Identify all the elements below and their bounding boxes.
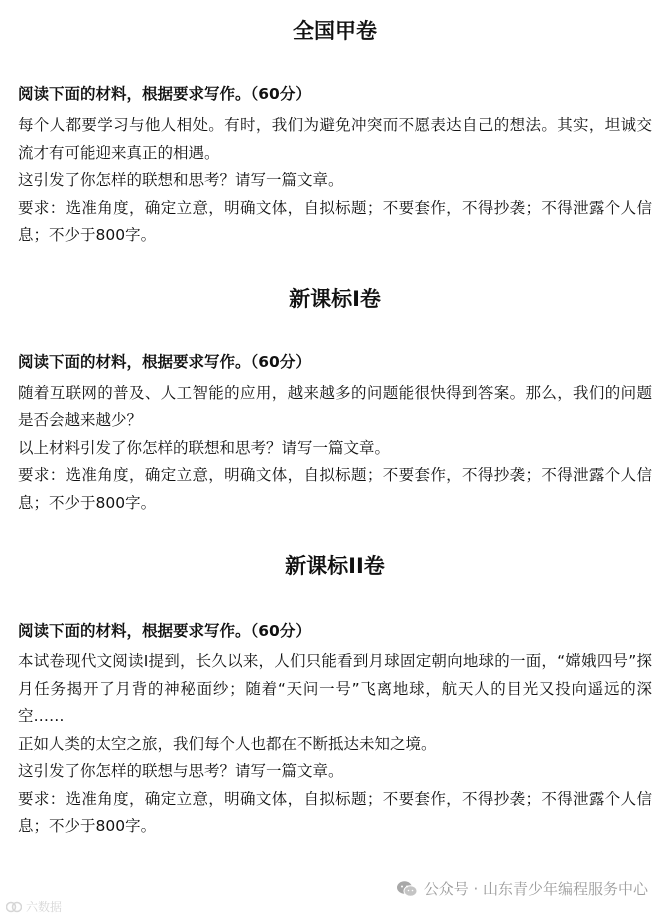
prompt-paragraph: 这引发了你怎样的联想和思考？请写一篇文章。 — [18, 171, 344, 189]
section-instruction: 阅读下面的材料，根据要求写作。（60分） — [18, 85, 311, 103]
section-title: 全国甲卷 — [293, 19, 377, 43]
source-watermark-text: 公众号 · 山东青少年编程服务中心 — [423, 880, 648, 898]
prompt-paragraph: 这引发了你怎样的联想与思考？请写一篇文章。 — [18, 762, 344, 780]
material-paragraph: 正如人类的太空之旅，我们每个人也都在不断抵达未知之境。 — [18, 734, 437, 753]
prompt-paragraph: 以上材料引发了你怎样的联想和思考？请写一篇文章。 — [18, 438, 391, 457]
requirements-paragraph: 要求：选准角度，确定立意，明确文体，自拟标题；不要套作，不得抄袭；不得泄露个人信息；不少于800字。 — [18, 789, 652, 835]
section-title: 新课标II卷 — [285, 554, 385, 578]
wechat-icon — [396, 880, 418, 898]
section-body — [18, 380, 652, 518]
section-new-standard-1 — [18, 284, 652, 518]
corner-watermark-text: 六数据 — [26, 900, 63, 914]
section-national-a — [18, 0, 652, 250]
section-title: 新课标I卷 — [289, 286, 381, 311]
requirements-paragraph: 要求：选准角度，确定立意，明确文体，自拟标题；不要套作，不得抄袭；不得泄露个人信息；不少于800字。 — [18, 198, 652, 244]
section-body — [18, 112, 652, 250]
section-instruction: 阅读下面的材料，根据要求写作。（60分） — [18, 352, 311, 371]
material-paragraph: 随着互联网的普及、人工智能的应用，越来越多的问题能很快得到答案。那么，我们的问题是否会越来越少？ — [18, 383, 652, 429]
material-paragraph: 每个人都要学习与他人相处。有时，我们为避免冲突而不愿表达自己的想法。其实，坦诚交流才有可能迎来真正的相遇。 — [18, 116, 652, 162]
section-body — [18, 648, 652, 841]
corner-watermark — [6, 898, 62, 915]
logo-icon — [6, 900, 22, 914]
requirements-paragraph: 要求：选准角度，确定立意，明确文体，自拟标题；不要套作，不得抄袭；不得泄露个人信息；不少于800字。 — [18, 466, 652, 512]
material-paragraph: 本试卷现代文阅读I提到，长久以来，人们只能看到月球固定朝向地球的一面，“嫦娥四号”探月任务揭开了月背的神秘面纱；随着“天问一号”飞离地球，航天人的目光又投向遥远的深空…… — [18, 652, 652, 725]
section-instruction: 阅读下面的材料，根据要求写作。（60分） — [18, 622, 311, 640]
source-watermark — [396, 878, 648, 899]
section-new-standard-2 — [18, 551, 652, 841]
